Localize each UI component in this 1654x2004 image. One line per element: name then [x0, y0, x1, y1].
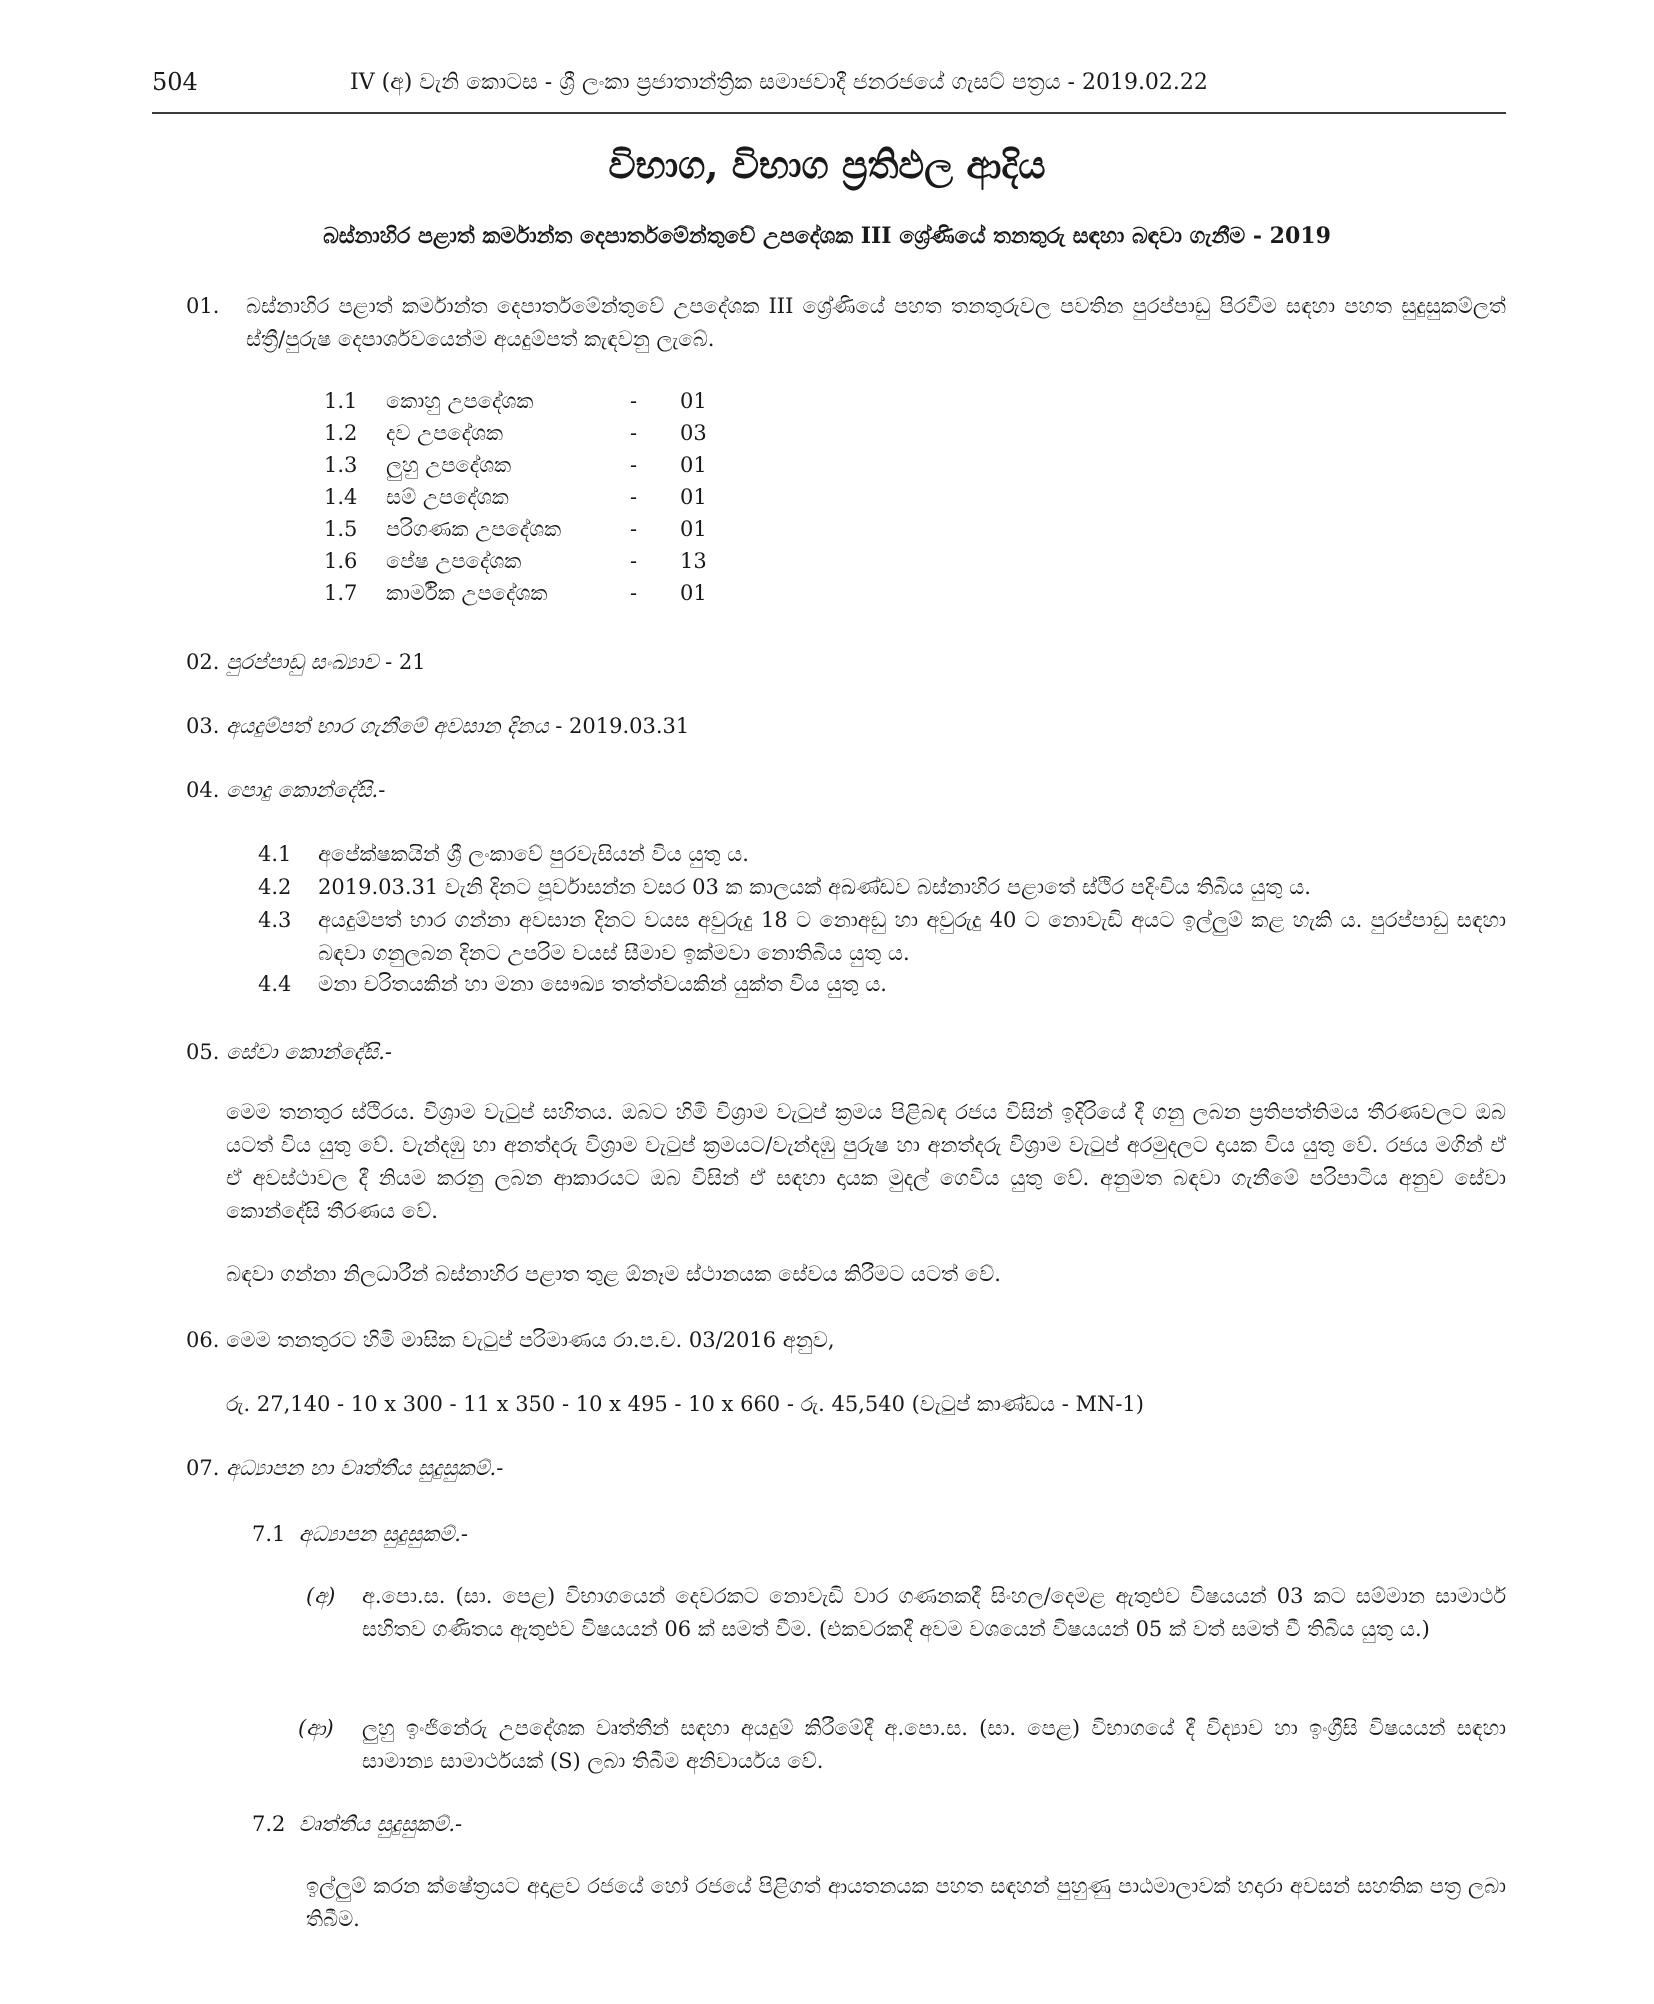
- page-number: 504: [152, 68, 198, 96]
- subclause-7-2-text: ඉල්ලුම් කරන ක්ෂේත්‍රයට අදාළව රජයේ හෝ රජයේ පිළිගත් ආයතනයක පහත සඳහන් පුහුණු පාඨමාලාවක් හදාරා අවසන් සහතික පත්‍ර ලබා තිබීම.: [306, 1874, 1506, 1931]
- item-mark-a: (අ): [306, 1584, 336, 1608]
- item-text: 2019.03.31 වැනි දිනට පූර්වාසන්න වසර 03 ක කාලයක් අඛණ්ඩව බස්නාහිර පළාතේ ස්ථිර පදිංචිය තිබිය යුතු ය.: [318, 875, 1311, 899]
- clause-06: 06. මෙම තනතුරට හිමි මාසික වැටුප් පරිමාණය රා.ප.ච. 03/2016 අනුව,: [186, 1328, 835, 1352]
- item-aa-text: ලුහු ඉංජිනේරු උපදේශක වෘත්තීන් සඳහා අයදුම් කිරීමේදී අ.පො.ස. (සා. පෙළ) විභාගයේ දී විද්‍යාව හා ඉංග්‍රීසි විෂයයන් සඳහා සාමාන්‍ය සාමාර්ථයක් (S) ලබා තිබීම අනිවාර්යය වේ.: [362, 1716, 1506, 1773]
- section-title: විභාග, විභාග ප්‍රතිඵල ආදිය: [608, 142, 1046, 187]
- clause-01-number: 01.: [186, 294, 220, 318]
- item-number: 4.4: [258, 972, 292, 996]
- item-text: අපේක්ෂකයින් ශ්‍රී ලංකාවේ පුරවැසියන් විය යුතු ය.: [318, 842, 749, 866]
- clause-04-heading: 04. පොදු කොන්දේසි.-: [186, 778, 386, 802]
- clause-05-paragraph-2: බඳවා ගන්නා නිලධාරීන් බස්නාහිර පළාත තුළ ඕනෑම ස්ථානයක සේවය කිරීමට යටත් වේ.: [226, 1262, 1001, 1286]
- clause-02: 02. පුරප්පාඩු සංඛ්‍යාව - 21: [186, 650, 426, 674]
- header-rule: [152, 112, 1506, 114]
- item-number: 4.1: [258, 842, 292, 866]
- clause-05-paragraph-1: මෙම තනතුර ස්ථිරය. විශ්‍රාම වැටුප් සහිතය. ඔබට හිමි විශ්‍රාම වැටුප් ක්‍රමය පිළිබඳ රජය විසින් ඉදිරියේ දී ගනු ලබන ප්‍රතිපත්තිමය තීරණවලට ඔබ යටත් විය යුතු වේ. වැන්දඹු හා අනත්දරු විශ්‍රාම වැටුප් ක්‍රමයට/වැන්දඹු පුරුෂ හා අනත්දරු විශ්‍රාම වැටුප් අරමුදලට දායක විය යුතු වේ. රජය මගින් ඒ ඒ අවස්ථාවල දී නියම කරනු ලබන ආකාරයට ඔබ විසින් ඒ සඳහා දායක මුදල් ගෙවිය යුතු වේ. අනුමත බඳවා ගැනීමේ පරිපාටිය අනුව සේවා කොන්දේසි තීරණය වේ.: [226, 1100, 1506, 1223]
- salary-scale: රු. 27,140 - 10 x 300 - 11 x 350 - 10 x 495 - 10 x 660 - රු. 45,540 (වැටුප් කාණ්ඩය - MN-1): [226, 1392, 1144, 1416]
- item-a-text: අ.පො.ස. (සා. පෙළ) විභාගයෙන් දෙවරකට නොවැඩි වාර ගණනකදී සිංහල/දෙමළ ඇතුළුව විෂයයන් 03 කට සම්මාන සාමාර්ථ සහිතව ගණිතය ඇතුළුව විෂයයන් 06 ක් සමත් වීම. (එකවරකදී අවම වශයෙන් විෂයයන් 05 ක් වත් සමත් වී තිබිය යුතු ය.): [362, 1584, 1506, 1641]
- subclause-7-2-heading: 7.2 වෘත්තීය සුදුසුකම්.-: [252, 1812, 463, 1836]
- item-text: මනා චරිතයකින් හා මනා සෞඛ්‍ය තත්ත්වයකින් යුක්ත විය යුතු ය.: [318, 972, 887, 996]
- clause-01-text: බස්නාහිර පළාත් කර්මාන්ත දෙපාර්තමේන්තුවේ උපදේශක III ශ්‍රේණියේ පහත තනතුරුවල පවතින පුරප්පාඩු පිරවීම සඳහා පහත සුදුසුකම්ලත් ස්ත්‍රී/පුරුෂ දෙපාර්ශවයෙන්ම අයදුම්පත් කැඳවනු ලැබේ.: [246, 294, 1506, 351]
- item-text: අයදුම්පත් භාර ගන්නා අවසාන දිනට වයස අවුරුදු 18 ට නොඅඩු හා අවුරුදු 40 ට නොවැඩි අයට ඉල්ලුම් කළ හැකි ය. පුරප්පාඩු සඳහා බඳවා ගනුලබන දිනට උපරිම වයස් සීමාව ඉක්මවා නොතිබිය යුතු ය.: [318, 908, 1506, 965]
- item-mark-aa: (ආ): [298, 1716, 334, 1740]
- item-number: 4.2: [258, 875, 292, 899]
- clause-05-heading: 05. සේවා කොන්දේසි.-: [186, 1040, 392, 1064]
- gazette-page: 504 IV (අ) වැනි කොටස - ශ්‍රී ලංකා ප්‍රජාතාන්ත්‍රික සමාජවාදී ජනරජයේ ගැසට් පත්‍රය - 2019.02.22 විභාග, විභාග ප්‍රතිඵල ආදිය බස්නාහිර පළාත් කර්මාන්ත දෙපාර්තමේන්තුවේ උපදේශක III ශ්‍රේණියේ තනතුරු සඳහා බඳවා ගැනීම - 2019 01. බස්නාහිර පළාත් කර්මාන්ත දෙපාර්තමේන්තුවේ උපදේශක III ශ්‍රේණියේ පහත තනතුරුවල පවතින පුරප්පාඩු පිරවීම සඳහා පහත සුදුසුකම්ලත් ස්ත්‍රී/පුරුෂ දෙපාර්ශවයෙන්ම අයදුම්පත් කැඳවනු ලැබේ. 1.1 කොහු උපදේශක - 01 1.2 දව උපදේශක - 03 1.3 ලුහු උපදේශක - 01 1.4 සම් උපදේශක - 01 1.5 පරිගණක උපදේශක - 01 1.6 පේෂ උපදේශක - 13 1.7 කාර්මික උපදේශක - 01 02. පුරප්පාඩු සංඛ්‍යාව - 21 03. අයදුම්පත් භාර ගැනීමේ අවසාන දිනය - 2019.03.31 04. පොදු කොන්දේසි.- 4.1 අපේක්ෂකයින් ශ්‍රී ලංකාවේ පුරවැසියන් විය යුතු ය. 4.2 2019.03.31 වැනි දිනට පූර්වාසන්න වසර 03 ක කාලයක් අඛණ්ඩව බස්නාහිර පළාතේ ස්ථිර පදිංචිය තිබිය යුතු ය. 4.3 අයදුම්පත් භාර ගන්නා අවසාන දිනට වයස අවුරුදු 18 ට නොඅඩු හා අවුරුදු 40 ට නොවැඩි අයට ඉල්ලුම් කළ හැකි ය. පුරප්පාඩු සඳහා බඳවා ගනුලබන දිනට උපරිම වයස් සීමාව ඉක්මවා නොතිබිය යුතු ය. 4.4 මනා චරිතයකින් හා මනා සෞඛ්‍ය තත්ත්වයකින් යුක්ත විය යුතු ය. 05. සේවා කොන්දේසි.- මෙම තනතුර ස්ථිරය. විශ්‍රාම වැටුප් සහිතය. ඔබට හිමි විශ්‍රාම වැටුප් ක්‍රමය පිළිබඳ රජය විසින් ඉදිරියේ දී ගනු ලබන ප්‍රතිපත්තිමය තීරණවලට ඔබ යටත් විය යුතු වේ. වැන්දඹු හා අනත්දරු විශ්‍රාම වැටුප් ක්‍රමයට/වැන්දඹු පුරුෂ හා අනත්දරු විශ්‍රාම වැටුප් අරමුදලට දායක විය යුතු වේ. රජය මගින් ඒ ඒ අවස්ථාවල දී නියම කරනු ලබන ආකාරයට ඔබ විසින් ඒ සඳහා දායක මුදල් ගෙවිය යුතු වේ. අනුමත බඳවා ගැනීමේ පරිපාටිය අනුව සේවා කොන්දේසි තීරණය වේ. බඳවා ගන්නා නිලධාරීන් බස්නාහිර පළාත තුළ ඕනෑම ස්ථානයක සේවය කිරීමට යටත් වේ. 06. මෙම තනතුරට හිමි මාසික වැටුප් පරිමාණය රා.ප.ච. 03/2016 අනුව, රු. 27,140 - 10 x 300 - 11 x 350 - 10 x 495 - 10 x 660 - රු. 45,540 (වැටුප් කාණ්ඩය - MN-1) 07. අධ්‍යාපන හා වෘත්තීය සුදුසුකම්.- 7.1 අධ්‍යාපන සුදුසුකම්.- (අ) අ.පො.ස. (සා. පෙළ) විභාගයෙන් දෙවරකට නොවැඩි වාර ගණනකදී සිංහල/දෙමළ ඇතුළුව විෂයයන් 03 කට සම්මාන සාමාර්ථ සහිතව ගණිතය ඇතුළුව විෂයයන් 06 ක් සමත් වීම. (එකවරකදී අවම වශයෙන් විෂයයන් 05 ක් වත් සමත් වී තිබිය යුතු ය.) (ආ) ලුහු ඉංජිනේරු උපදේශක වෘත්තීන් සඳහා අයදුම් කිරීමේදී අ.පො.ස. (සා. පෙළ) විභාගයේ දී විද්‍යාව හා ඉංග්‍රීසි විෂයයන් සඳහා සාමාන්‍ය සාමාර්ථයක් (S) ලබා තිබීම අනිවාර්යය වේ. 7.2 වෘත්තීය සුදුසුකම්.- ඉල්ලුම් කරන ක්ෂේත්‍රයට අදාළව රජයේ හෝ රජයේ පිළිගත් ආයතනයක පහත සඳහන් පුහුණු පාඨමාලාවක් හදාරා අවසන් සහතික පත්‍ර ලබා තිබීම.: [0, 0, 1654, 2004]
- gazette-header-title: IV (අ) වැනි කොටස - ශ්‍රී ලංකා ප්‍රජාතාන්ත්‍රික සමාජවාදී ජනරජයේ ගැසට් පත්‍රය - 2019.02.22: [350, 70, 1208, 95]
- clause-03: 03. අයදුම්පත් භාර ගැනීමේ අවසාන දිනය - 2019.03.31: [186, 714, 690, 738]
- subclause-7-1-heading: 7.1 අධ්‍යාපන සුදුසුකම්.-: [252, 1522, 468, 1546]
- document-title: බස්නාහිර පළාත් කර්මාන්ත දෙපාර්තමේන්තුවේ උපදේශක III ශ්‍රේණියේ තනතුරු සඳහා බඳවා ගැනීම - 2019: [323, 223, 1331, 249]
- item-number: 4.3: [258, 908, 292, 932]
- clause-07-heading: 07. අධ්‍යාපන හා වෘත්තීය සුදුසුකම්.-: [186, 1456, 504, 1480]
